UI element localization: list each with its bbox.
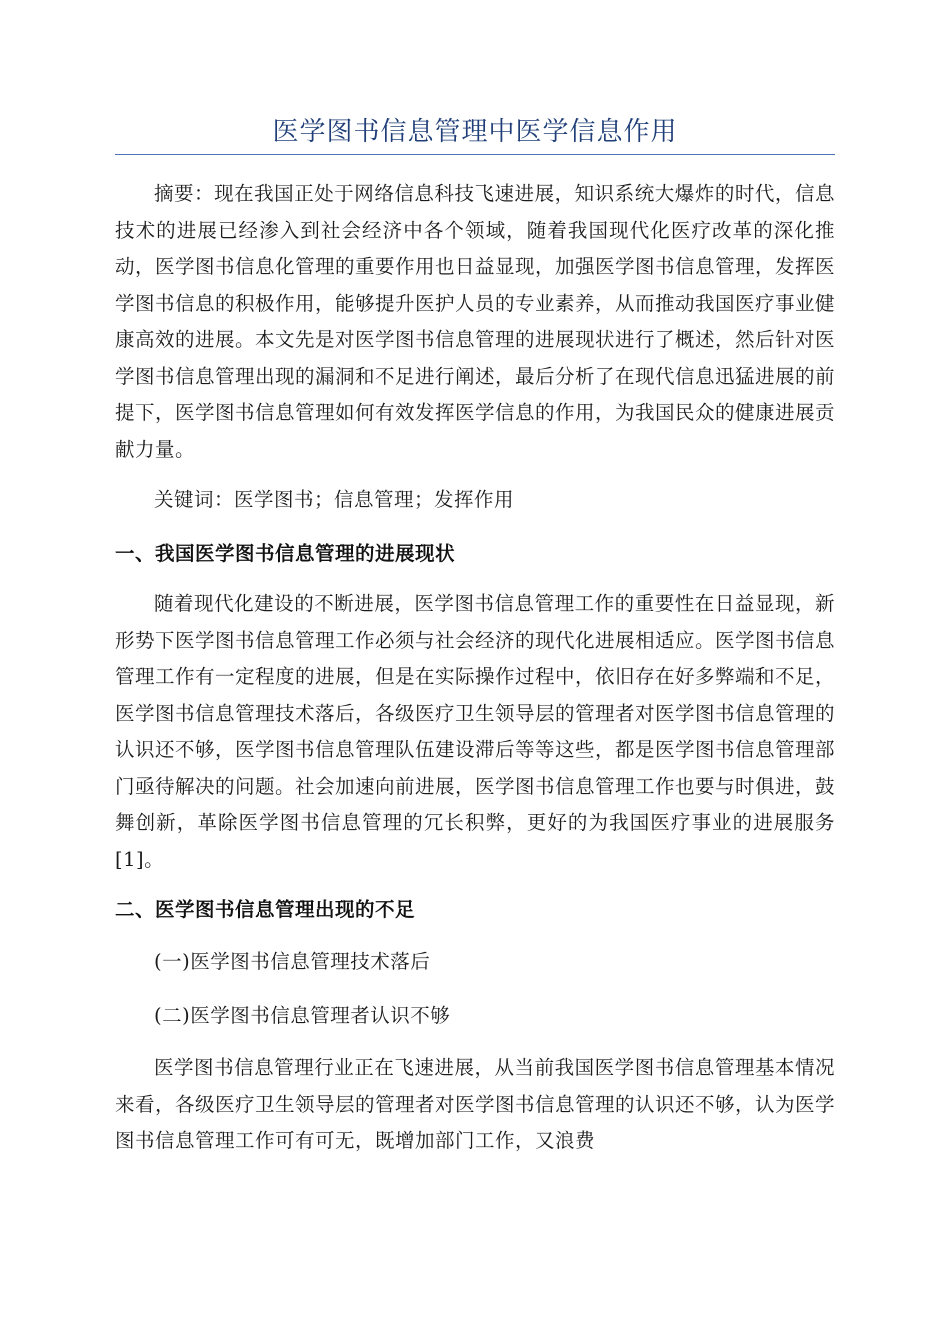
section-1-heading: 一、我国医学图书信息管理的进展现状 <box>115 542 456 565</box>
document-body <box>115 176 835 1174</box>
section-2-heading: 二、医学图书信息管理出现的不足 <box>115 898 416 921</box>
section-2-paragraph: 医学图书信息管理行业正在飞速进展，从当前我国医学图书信息管理基本情况来看，各级医疗卫生领导层的管理者对医学图书信息管理的认识还不够，认为医学图书信息管理工作可有可无，既增加部门工作，又浪费 <box>115 1056 836 1152</box>
document-title: 医学图书信息管理中医学信息作用 <box>272 117 678 147</box>
section-2-subheading-2: (二)医学图书信息管理者认识不够 <box>154 1004 451 1027</box>
title-underline <box>115 154 835 155</box>
abstract-paragraph: 摘要：现在我国正处于网络信息科技飞速进展，知识系统大爆炸的时代，信息技术的进展已经渗入到社会经济中各个领域，随着我国现代化医疗改革的深化推动，医学图书信息化管理的重要作用也日益显现，加强医学图书信息管理，发挥医学图书信息的积极作用，能够提升医护人员的专业素养，从而推动我国医疗事业健康高效的进展。本文先是对医学图书信息管理的进展现状进行了概述，然后针对医学图书信息管理出现的漏洞和不足进行阐述，最后分析了在现代信息迅猛进展的前提下，医学图书信息管理如何有效发挥医学信息的作用，为我国民众的健康进展贡献力量。 <box>115 182 836 461</box>
section-2-subheading-1: (一)医学图书信息管理技术落后 <box>154 950 431 973</box>
section-1-paragraph: 随着现代化建设的不断进展，医学图书信息管理工作的重要性在日益显现，新形势下医学图书信息管理工作必须与社会经济的现代化进展相适应。医学图书信息管理工作有一定程度的进展，但是在实际操作过程中，依旧存在好多弊端和不足，医学图书信息管理技术落后，各级医疗卫生领导层的管理者对医学图书信息管理的认识还不够，医学图书信息管理队伍建设滞后等等这些，都是医学图书信息管理部门亟待解决的问题。社会加速向前进展，医学图书信息管理工作也要与时俱进，鼓舞创新，革除医学图书信息管理的冗长积弊，更好的为我国医疗事业的进展服务[1]。 <box>115 592 836 871</box>
keywords-line: 关键词：医学图书；信息管理；发挥作用 <box>154 488 515 511</box>
